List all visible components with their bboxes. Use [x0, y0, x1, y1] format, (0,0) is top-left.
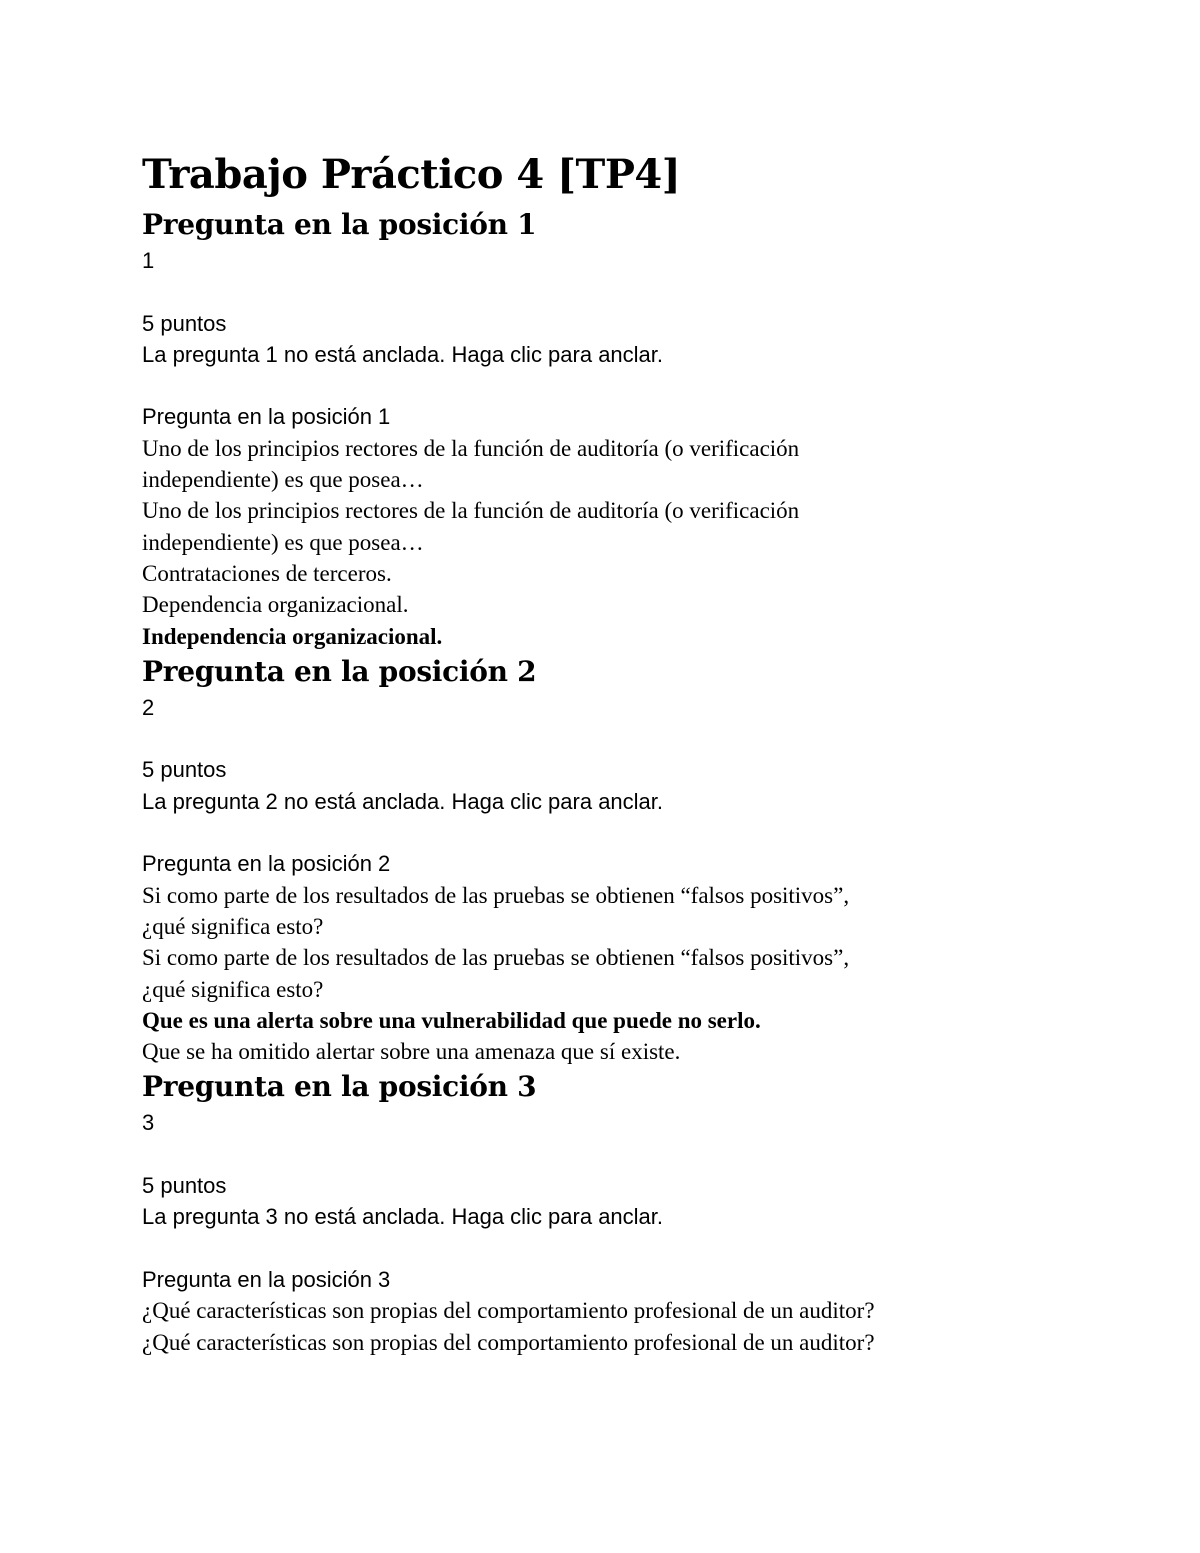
question-stem — [142, 433, 1102, 496]
question-stem-repeat: ¿Qué características son propias del comportamiento profesional de un auditor? — [142, 1329, 875, 1355]
question-points: 5 puntos — [142, 757, 227, 783]
question-stem-line: Si como parte de los resultados de las pruebas se obtienen “falsos positivos”, — [142, 945, 850, 971]
question-stem: ¿Qué características son propias del comportamiento profesional de un auditor? — [142, 1298, 875, 1324]
question-heading: Pregunta en la posición 1 — [142, 208, 537, 241]
question-1 — [142, 205, 1102, 652]
document-title: Trabajo Práctico 4 [TP4] — [142, 151, 681, 198]
question-stem-line: Uno de los principios rectores de la función de auditoría (o verificación — [142, 435, 800, 461]
answer-option-correct[interactable]: Que es una alerta sobre una vulnerabilidad que puede no serlo. — [142, 1007, 761, 1033]
question-stem-repeat — [142, 495, 1102, 558]
position-label: Pregunta en la posición 1 — [142, 404, 391, 430]
question-3 — [142, 1067, 1102, 1357]
blank-line — [142, 1139, 1102, 1170]
question-number: 2 — [142, 694, 155, 720]
blank-line — [142, 1233, 1102, 1264]
blank-line — [142, 276, 1102, 307]
question-stem-line: Uno de los principios rectores de la función de auditoría (o verificación — [142, 498, 800, 524]
answer-option-correct[interactable]: Independencia organizacional. — [142, 623, 443, 649]
question-number: 3 — [142, 1110, 155, 1136]
position-label: Pregunta en la posición 3 — [142, 1266, 391, 1292]
anchor-note[interactable]: La pregunta 2 no está anclada. Haga clic para anclar. — [142, 788, 664, 814]
answer-option[interactable]: Contrataciones de terceros. — [142, 560, 392, 586]
answer-option[interactable]: Que se ha omitido alertar sobre una amenaza que sí existe. — [142, 1039, 681, 1065]
question-heading: Pregunta en la posición 2 — [142, 654, 537, 688]
question-heading: Pregunta en la posición 3 — [142, 1070, 537, 1104]
question-stem-line: independiente) es que posea… — [142, 529, 424, 555]
question-points: 5 puntos — [142, 310, 227, 336]
position-label: Pregunta en la posición 2 — [142, 851, 391, 877]
blank-line — [142, 723, 1102, 754]
question-stem-line: independiente) es que posea… — [142, 467, 424, 493]
question-2 — [142, 652, 1102, 1068]
question-stem-repeat — [142, 942, 1102, 1005]
blank-line — [142, 817, 1102, 848]
blank-line — [142, 370, 1102, 401]
question-points: 5 puntos — [142, 1173, 227, 1199]
document-page — [142, 145, 1102, 1358]
question-number: 1 — [142, 248, 155, 273]
question-stem — [142, 880, 1102, 943]
question-stem-line: ¿qué significa esto? — [142, 913, 324, 939]
answer-option[interactable]: Dependencia organizacional. — [142, 592, 409, 618]
question-stem-line: ¿qué significa esto? — [142, 976, 324, 1002]
question-stem-line: Si como parte de los resultados de las pruebas se obtienen “falsos positivos”, — [142, 882, 850, 908]
anchor-note[interactable]: La pregunta 3 no está anclada. Haga clic para anclar. — [142, 1204, 664, 1230]
anchor-note[interactable]: La pregunta 1 no está anclada. Haga clic para anclar. — [142, 341, 664, 367]
